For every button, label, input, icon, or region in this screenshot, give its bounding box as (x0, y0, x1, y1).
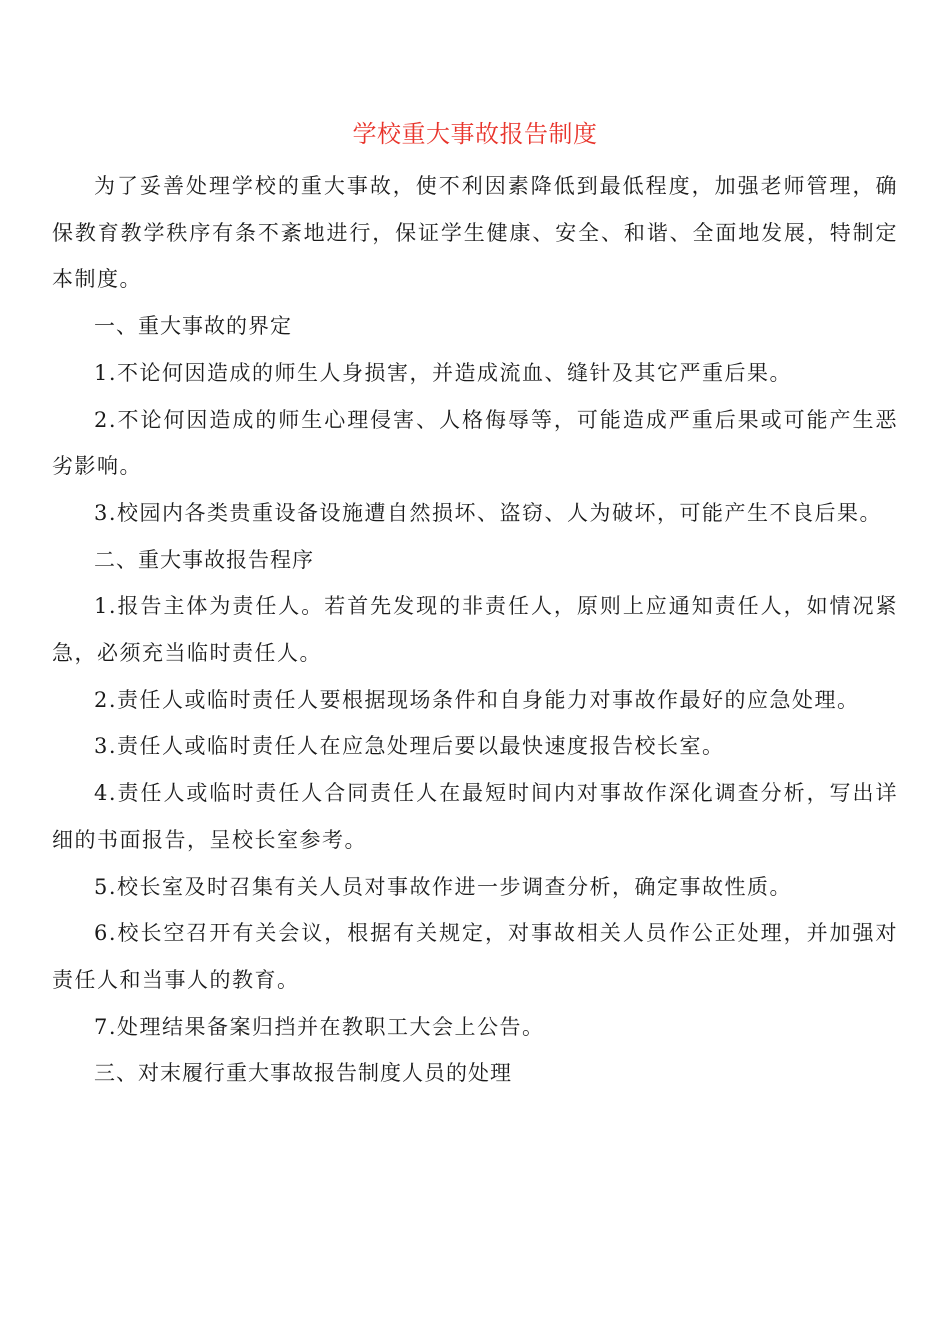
section-2-item-3: 3.责任人或临时责任人在应急处理后要以最快速度报告校长室。 (94, 734, 725, 759)
intro-paragraph: 为了妥善处理学校的重大事故，使不利因素降低到最低程度，加强老师管理，确保教育教学秩序有条不紊地进行，保证学生健康、安全、和谐、全面地发展，特制定本制度。 (52, 174, 898, 292)
section-1-item-1: 1.不论何因造成的师生人身损害，并造成流血、缝针及其它严重后果。 (94, 360, 793, 385)
section-2-item-6: 6.校长空召开有关会议，根据有关规定，对事故相关人员作公正处理，并加强对责任人和当事人的教育。 (52, 921, 898, 992)
document-title: 学校重大事故报告制度 (352, 120, 598, 148)
section-heading-3: 三、对末履行重大事故报告制度人员的处理 (94, 1061, 512, 1086)
section-2-item-2: 2.责任人或临时责任人要根据现场条件和自身能力对事故作最好的应急处理。 (94, 687, 860, 712)
section-2-item-4: 4.责任人或临时责任人合同责任人在最短时间内对事故作深化调查分析，写出详细的书面报告，呈校长室参考。 (52, 781, 898, 852)
document-body (52, 163, 898, 1097)
section-1-item-3: 3.校园内各类贵重设备设施遭自然损坏、盗窃、人为破坏，可能产生不良后果。 (94, 500, 883, 525)
section-2-item-7: 7.处理结果备案归挡并在教职工大会上公告。 (94, 1014, 545, 1039)
section-1-item-2: 2.不论何因造成的师生心理侵害、人格侮辱等，可能造成严重后果或可能产生恶劣影响。 (52, 407, 898, 479)
section-heading-1: 一、重大事故的界定 (94, 314, 292, 339)
section-2-item-1: 1.报告主体为责任人。若首先发现的非责任人，原则上应通知责任人，如情况紧急，必须充当临时责任人。 (52, 594, 898, 666)
section-heading-2: 二、重大事故报告程序 (94, 547, 314, 572)
section-2-item-5: 5.校长室及时召集有关人员对事故作进一步调查分析，确定事故性质。 (94, 874, 793, 899)
